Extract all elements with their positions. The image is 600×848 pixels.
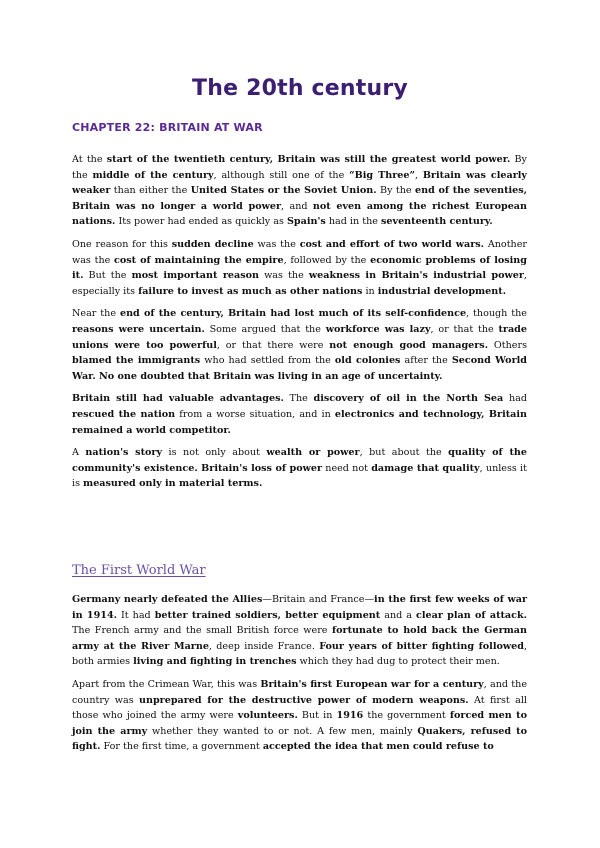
text-run: after the xyxy=(400,355,452,367)
text-run: , although still one of the xyxy=(213,169,350,181)
text-run: , unless it is xyxy=(72,462,527,490)
text-run: Near the xyxy=(72,308,120,320)
text-run: from a worse situation, and in xyxy=(175,408,335,420)
text-run: It had xyxy=(116,609,155,621)
text-run: Some argued that the xyxy=(204,323,326,335)
bold-run: economic problems of losing it. xyxy=(72,254,527,282)
bold-run: forced men to join the army xyxy=(72,710,528,737)
bold-run: industrial development. xyxy=(377,285,507,297)
bold-run: Germany nearly defeated the Allies xyxy=(72,594,263,605)
text-run: , especially its xyxy=(72,270,527,297)
bold-run: old colonies xyxy=(334,355,401,367)
bold-run: measured only in material terms. xyxy=(83,478,263,490)
text-run: But the xyxy=(83,270,132,282)
paragraph xyxy=(72,237,527,299)
page-title: The 20th century xyxy=(192,76,408,101)
bold-run: workforce was lazy xyxy=(325,323,431,335)
paragraph xyxy=(72,592,527,670)
text-run: , followed by the xyxy=(283,254,371,266)
paragraph xyxy=(72,306,527,384)
text-run: , deep inside France. xyxy=(208,640,320,652)
bold-run: Britain's first European war for a century xyxy=(260,678,484,690)
text-run: who had settled from the xyxy=(200,355,335,367)
bold-run: not even among the richest European nations. xyxy=(72,200,527,228)
text-run: One reason for this xyxy=(72,238,172,250)
bold-run: quality of the community's existence. Britain's loss of power xyxy=(72,447,527,474)
bold-run: most important reason xyxy=(131,270,259,282)
text-run: , or that the xyxy=(430,323,499,335)
text-run: , but about the xyxy=(359,447,449,459)
bold-run: Four years of bitter fighting followed xyxy=(319,640,524,652)
bold-run: in the first few weeks of war in 1914. xyxy=(72,594,528,621)
bold-run: blamed the immigrants xyxy=(72,355,201,367)
paragraph xyxy=(72,152,527,230)
text-run: By the xyxy=(376,185,416,197)
bold-run: cost and effort of two world wars. xyxy=(299,238,485,250)
text-run: , both armies xyxy=(72,640,527,668)
bold-run: nation's story xyxy=(85,447,163,459)
bold-run: fortunate to hold back the German army at the River Marne xyxy=(72,625,527,652)
text-run: A xyxy=(72,447,86,459)
text-run: Another was the xyxy=(72,238,527,266)
text-run: At first all those who joined the army were xyxy=(72,694,527,722)
text-run: —Britain and France— xyxy=(262,594,375,605)
bold-run: better trained soldiers, better equipment xyxy=(154,609,381,621)
text-run: Others xyxy=(488,339,527,351)
bold-run: damage that quality xyxy=(371,462,480,474)
text-run: in xyxy=(362,285,378,297)
text-run: For the first time, a government xyxy=(100,741,263,753)
bold-run: electronics and technology, Britain remained a world competitor. xyxy=(72,408,527,436)
text-run: , though the xyxy=(466,308,527,320)
chapter-heading: CHAPTER 22: BRITAIN AT WAR xyxy=(72,121,263,134)
text-run: The French army and the small British force were xyxy=(72,625,332,637)
bold-run: discovery of oil in the North Sea xyxy=(313,393,504,405)
text-run: whether they wanted to or not. A few men, mainly xyxy=(147,725,418,737)
text-run: had in the xyxy=(325,216,381,228)
bold-run: Britain was clearly weaker xyxy=(72,169,527,197)
bold-run: sudden decline xyxy=(171,238,254,250)
bold-run: accepted the idea that men could refuse to xyxy=(262,741,494,753)
text-run: need not xyxy=(322,462,372,474)
text-run: By the xyxy=(72,154,527,181)
text-run: which they had dug to protect their men. xyxy=(296,656,500,668)
bold-run: “Big Three” xyxy=(349,169,415,181)
bold-run: trade unions were too powerful xyxy=(72,323,527,351)
bold-run: United States or the Soviet Union. xyxy=(190,185,377,197)
bold-run: Quakers, refused to fight. xyxy=(72,725,527,753)
paragraph xyxy=(72,445,527,492)
text-run: Its power had ended as quickly as xyxy=(115,216,287,228)
bold-run: cost of maintaining the empire xyxy=(114,254,284,266)
bold-run: living and fighting in trenches xyxy=(133,656,297,668)
bold-run: rescued the nation xyxy=(72,408,176,420)
section-intro-body xyxy=(72,152,527,499)
text-run: and a xyxy=(380,609,417,621)
bold-run: end of the seventies, Britain was no longer a world power xyxy=(72,185,527,212)
bold-run: clear plan of attack. xyxy=(416,609,527,621)
bold-run: Britain still had valuable advantages. xyxy=(72,393,284,405)
bold-run: reasons were uncertain. xyxy=(72,323,205,335)
bold-run: seventeenth century. xyxy=(380,216,493,228)
bold-run: not enough good managers. xyxy=(329,339,489,351)
paragraph xyxy=(72,391,527,438)
text-run: , or that there were xyxy=(216,339,330,351)
bold-run: 1916 xyxy=(336,710,364,722)
bold-run: start of the twentieth century, Britain was still the greatest world power. xyxy=(106,154,511,165)
bold-run: wealth or power xyxy=(266,447,360,459)
text-run: The xyxy=(283,393,314,405)
bold-run: middle of the century xyxy=(92,169,214,181)
bold-run: volunteers. xyxy=(237,710,298,722)
text-run: But in xyxy=(297,710,337,722)
text-run: , and xyxy=(281,200,313,212)
bold-run: end of the century, Britain had lost much of its self-confidence xyxy=(119,308,467,320)
text-run: At the xyxy=(72,154,107,165)
text-run: had xyxy=(503,393,527,405)
text-run: Apart from the Crimean War, this was xyxy=(72,678,261,690)
text-run: , xyxy=(415,169,423,181)
section-first-world-war-body xyxy=(72,592,527,762)
text-run: than either the xyxy=(110,185,191,197)
text-run: the government xyxy=(363,710,450,722)
bold-run: unprepared for the destructive power of modern weapons. xyxy=(139,694,469,706)
text-run: was the xyxy=(258,270,309,282)
paragraph xyxy=(72,677,527,755)
text-run: , and the country was xyxy=(72,678,527,706)
bold-run: Second World War. No one doubted that Britain was living in an age of uncertainty. xyxy=(72,355,527,382)
bold-run: weakness in Britain's industrial power xyxy=(308,270,524,282)
bold-run: Spain's xyxy=(286,216,326,228)
bold-run: failure to invest as much as other nations xyxy=(138,285,363,297)
text-run: is not only about xyxy=(162,447,267,459)
text-run: was the xyxy=(253,238,300,250)
section-heading-first-world-war[interactable]: The First World War xyxy=(72,563,206,578)
